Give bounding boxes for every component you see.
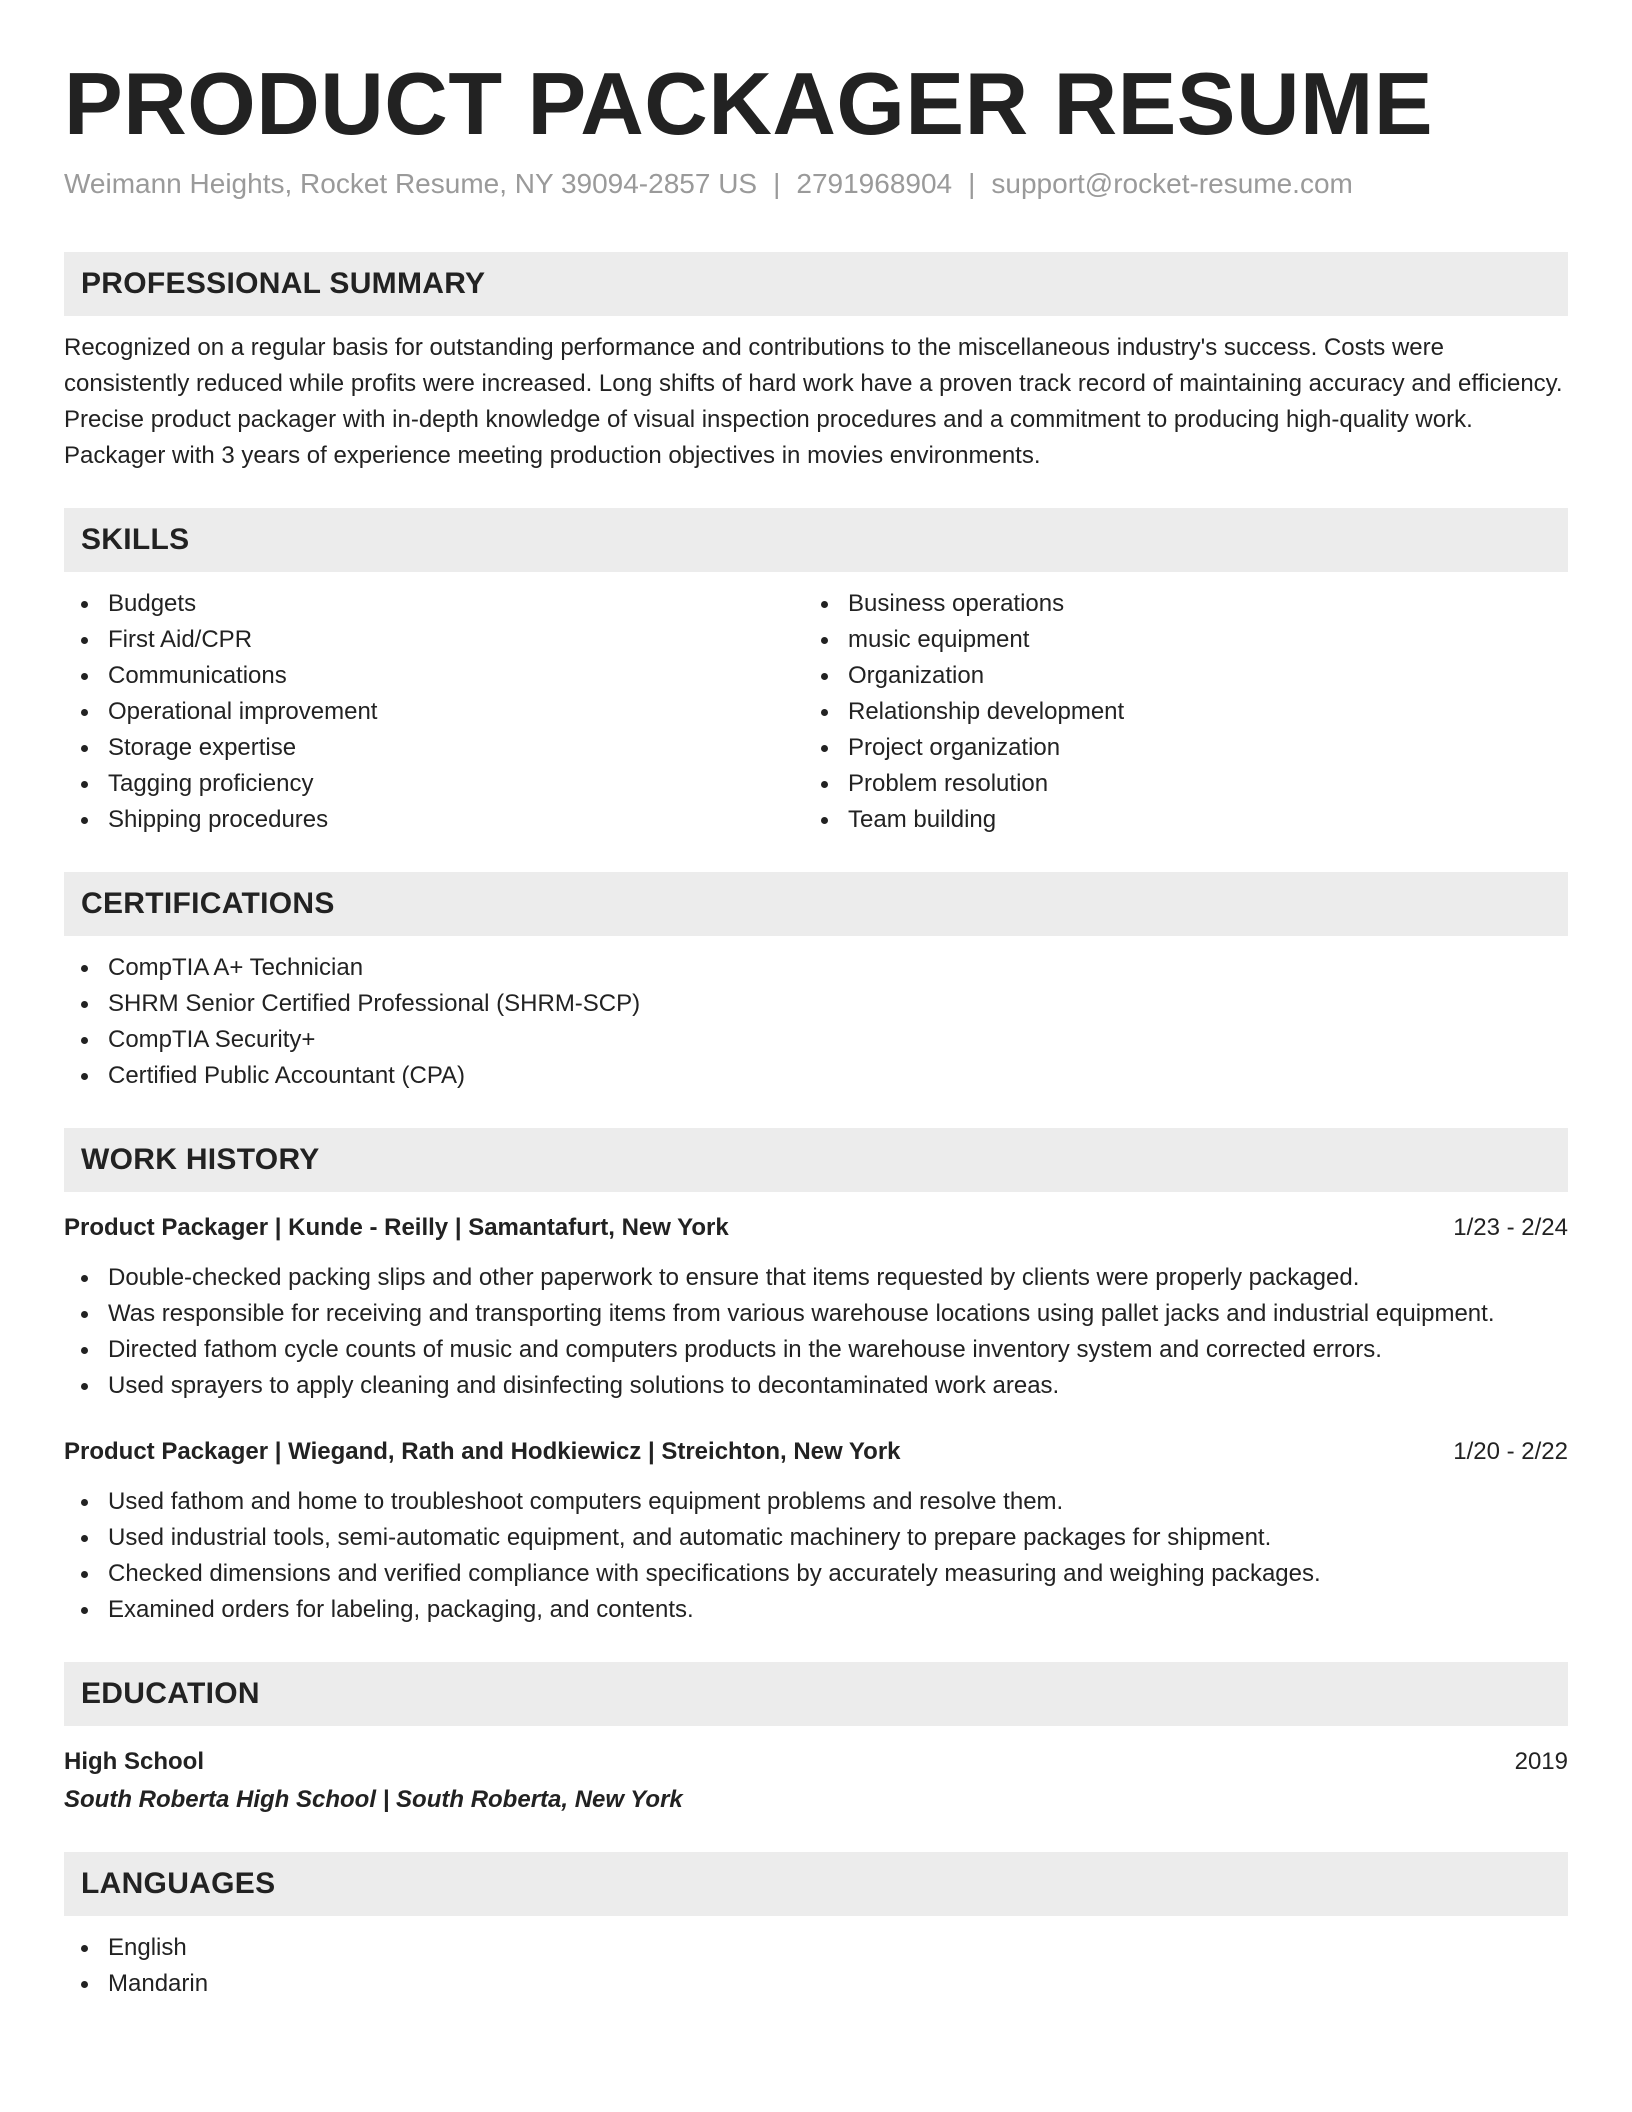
job-title: Product Packager | Wiegand, Rath and Hodkiewicz | Streichton, New York	[64, 1438, 901, 1465]
section-header-work-history: WORK HISTORY	[64, 1128, 1568, 1192]
job-bullets	[64, 1260, 1568, 1404]
certification-item: Certified Public Accountant (CPA)	[64, 1058, 1568, 1094]
skill-item: Communications	[64, 658, 804, 694]
job-title: Product Packager | Kunde - Reilly | Samantafurt, New York	[64, 1214, 729, 1241]
certification-item: SHRM Senior Certified Professional (SHRM-SCP)	[64, 986, 1568, 1022]
languages-list	[64, 1930, 1568, 2002]
section-header-education: EDUCATION	[64, 1662, 1568, 1726]
separator: |	[968, 168, 976, 199]
education-school: South Roberta High School | South Roberta, New York	[64, 1786, 683, 1813]
address: Weimann Heights, Rocket Resume, NY 39094-2857 US	[64, 168, 758, 199]
section-header-certifications: CERTIFICATIONS	[64, 872, 1568, 936]
skill-item: Relationship development	[804, 694, 1544, 730]
skill-item: First Aid/CPR	[64, 622, 804, 658]
skill-item: Operational improvement	[64, 694, 804, 730]
certification-item: CompTIA A+ Technician	[64, 950, 1568, 986]
job-bullets	[64, 1484, 1568, 1628]
job-bullet: Checked dimensions and verified compliance with specifications by accurately measuring and weighing packages.	[64, 1556, 1568, 1592]
job-bullet: Used industrial tools, semi-automatic equipment, and automatic machinery to prepare packages for shipment.	[64, 1520, 1568, 1556]
skill-item: Business operations	[804, 586, 1544, 622]
job-dates: 1/20 - 2/22	[1453, 1438, 1568, 1465]
contact-line	[64, 166, 1568, 202]
skill-item: Tagging proficiency	[64, 766, 804, 802]
job-dates: 1/23 - 2/24	[1453, 1214, 1568, 1241]
certification-item: CompTIA Security+	[64, 1022, 1568, 1058]
section-header-skills: SKILLS	[64, 508, 1568, 572]
skills-column-left	[64, 586, 804, 838]
skills-column-right	[804, 586, 1544, 838]
job-entry	[64, 1210, 1568, 1404]
skill-item: Team building	[804, 802, 1544, 838]
resume-title: PRODUCT PACKAGER RESUME	[64, 54, 1434, 153]
skill-item: Project organization	[804, 730, 1544, 766]
job-bullet: Double-checked packing slips and other paperwork to ensure that items requested by clients were properly packaged.	[64, 1260, 1568, 1296]
skill-item: Storage expertise	[64, 730, 804, 766]
language-item: English	[64, 1930, 1568, 1966]
education-header	[64, 1744, 1568, 1780]
separator: |	[773, 168, 781, 199]
skill-item: Budgets	[64, 586, 804, 622]
skill-item: Problem resolution	[804, 766, 1544, 802]
skill-item: Shipping procedures	[64, 802, 804, 838]
email: support@rocket-resume.com	[991, 168, 1353, 199]
job-header	[64, 1210, 1568, 1246]
skill-item: music equipment	[804, 622, 1544, 658]
section-header-languages: LANGUAGES	[64, 1852, 1568, 1916]
phone: 2791968904	[796, 168, 953, 199]
summary-text: Recognized on a regular basis for outstanding performance and contributions to the miscellaneous industry's success. Costs were consistently reduced while profits were increased. Long shifts of hard work have a proven track record of maintaining accuracy and efficiency. Precise product packager with in-depth knowledge of visual inspection procedures and a commitment to producing high-quality work. Packager with 3 years of experience meeting production objectives in movies environments.	[64, 334, 1563, 469]
education-degree: High School	[64, 1748, 204, 1775]
job-bullet: Used fathom and home to troubleshoot computers equipment problems and resolve them.	[64, 1484, 1568, 1520]
job-bullet: Used sprayers to apply cleaning and disinfecting solutions to decontaminated work areas.	[64, 1368, 1568, 1404]
section-header-summary: PROFESSIONAL SUMMARY	[64, 252, 1568, 316]
job-bullet: Directed fathom cycle counts of music and computers products in the warehouse inventory system and corrected errors.	[64, 1332, 1568, 1368]
job-bullet: Was responsible for receiving and transporting items from various warehouse locations using pallet jacks and industrial equipment.	[64, 1296, 1568, 1332]
skill-item: Organization	[804, 658, 1544, 694]
education-year: 2019	[1514, 1748, 1568, 1775]
language-item: Mandarin	[64, 1966, 1568, 2002]
job-header	[64, 1434, 1568, 1470]
job-bullet: Examined orders for labeling, packaging, and contents.	[64, 1592, 1568, 1628]
skills-grid	[64, 586, 1568, 838]
certifications-list	[64, 950, 1568, 1094]
job-entry	[64, 1434, 1568, 1628]
